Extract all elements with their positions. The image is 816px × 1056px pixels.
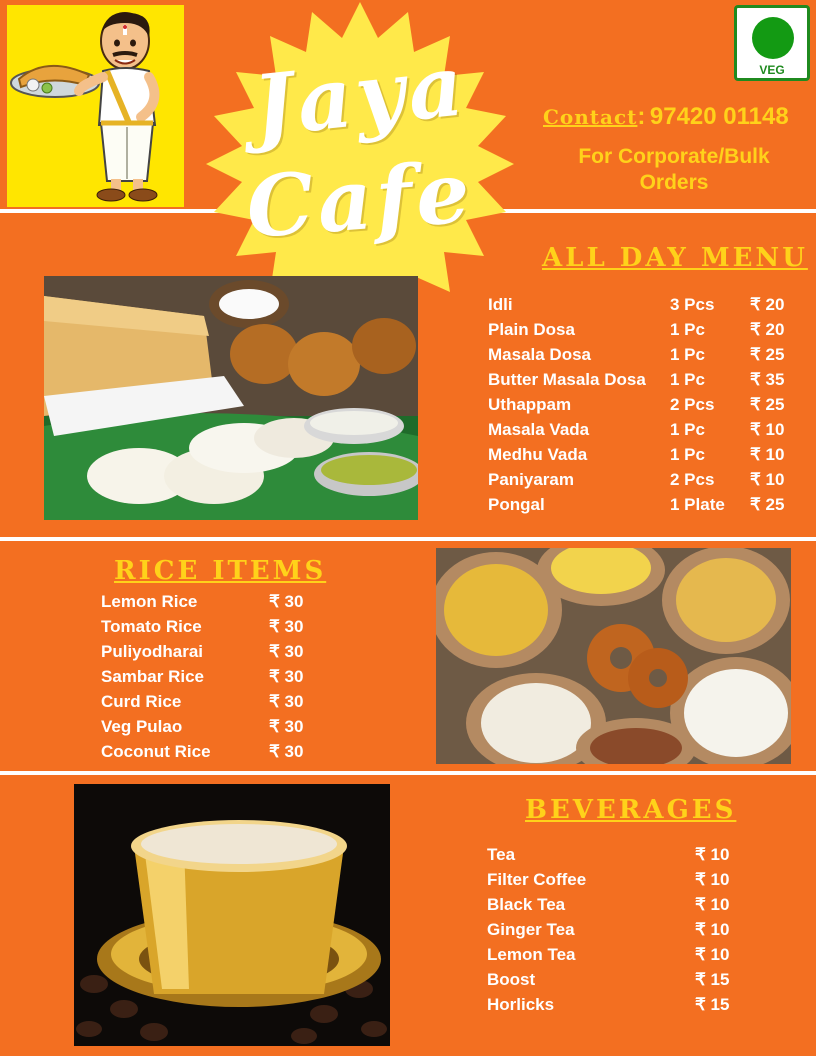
item-name: Tea [487, 845, 516, 864]
item-price: ₹ 10 [695, 945, 730, 964]
item-qty: 1 Pc [670, 345, 705, 364]
list-item [488, 295, 798, 320]
contact-phone[interactable]: 97420 01148 [649, 103, 789, 130]
item-qty: 1 Pc [670, 320, 705, 339]
contact-line [543, 103, 816, 131]
list-item [488, 495, 798, 520]
list-item [488, 445, 798, 470]
list-item [487, 920, 747, 945]
list-item [101, 717, 321, 742]
item-name: Medhu Vada [488, 445, 588, 464]
beverages-heading: BEVERAGES [525, 795, 737, 825]
item-price: ₹ 10 [695, 870, 730, 889]
list-item [101, 742, 321, 767]
item-price: ₹ 30 [269, 592, 304, 611]
veg-dot-icon [752, 17, 794, 59]
item-name: Coconut Rice [101, 742, 211, 761]
item-price: ₹ 25 [750, 395, 785, 414]
item-name: Masala Vada [488, 420, 590, 439]
list-item [101, 592, 321, 617]
veg-badge [734, 5, 810, 81]
item-price: ₹ 35 [750, 370, 785, 389]
rice-varieties-photo [436, 548, 791, 764]
list-item [488, 370, 798, 395]
item-qty: 1 Pc [670, 445, 705, 464]
item-name: Butter Masala Dosa [488, 370, 646, 389]
item-qty: 1 Pc [670, 420, 705, 439]
contact-label: Contact [543, 105, 638, 129]
rice-items-list [101, 592, 321, 767]
item-name: Filter Coffee [487, 870, 587, 889]
item-price: ₹ 30 [269, 642, 304, 661]
brand-title-line1: Jaya [248, 35, 472, 156]
item-price: ₹ 10 [750, 470, 785, 489]
item-name: Idli [488, 295, 513, 314]
item-price: ₹ 30 [269, 717, 304, 736]
item-name: Puliyodharai [101, 642, 204, 661]
item-price: ₹ 10 [750, 445, 785, 464]
contact-separator: : [637, 103, 646, 130]
veg-badge-label: VEG [759, 63, 785, 77]
item-name: Pongal [488, 495, 545, 514]
list-item [488, 345, 798, 370]
item-price: ₹ 30 [269, 692, 304, 711]
rice-items-heading: RICE ITEMS [114, 556, 327, 586]
corporate-orders-note: For Corporate/Bulk Orders [578, 145, 770, 194]
all-day-menu-heading: ALL DAY MENU [542, 243, 808, 273]
item-name: Curd Rice [101, 692, 182, 711]
item-name: Veg Pulao [101, 717, 183, 736]
beverages-list [487, 845, 747, 1020]
south-indian-breakfast-photo [44, 276, 418, 520]
item-name: Black Tea [487, 895, 566, 914]
list-item [101, 642, 321, 667]
item-qty: 1 Pc [670, 370, 705, 389]
item-name: Lemon Rice [101, 592, 198, 611]
list-item [487, 970, 747, 995]
list-item [101, 667, 321, 692]
item-name: Boost [487, 970, 536, 989]
item-price: ₹ 25 [750, 345, 785, 364]
chef-mascot-image [7, 5, 184, 207]
item-name: Plain Dosa [488, 320, 575, 339]
list-item [101, 617, 321, 642]
item-qty: 2 Pcs [670, 395, 715, 414]
list-item [488, 470, 798, 495]
item-price: ₹ 20 [750, 295, 785, 314]
filter-coffee-photo [74, 784, 390, 1046]
all-day-menu-list [488, 295, 798, 520]
list-item [487, 945, 747, 970]
item-price: ₹ 30 [269, 667, 304, 686]
item-price: ₹ 10 [750, 420, 785, 439]
item-price: ₹ 10 [695, 845, 730, 864]
list-item [101, 692, 321, 717]
item-price: ₹ 15 [695, 995, 730, 1014]
list-item [487, 870, 747, 895]
item-price: ₹ 10 [695, 895, 730, 914]
item-name: Sambar Rice [101, 667, 204, 686]
item-name: Masala Dosa [488, 345, 591, 364]
item-qty: 1 Plate [670, 495, 725, 514]
list-item [487, 895, 747, 920]
item-name: Uthappam [488, 395, 572, 414]
item-name: Ginger Tea [487, 920, 575, 939]
section-divider-middle [0, 537, 816, 541]
item-price: ₹ 30 [269, 742, 304, 761]
item-price: ₹ 30 [269, 617, 304, 636]
item-qty: 2 Pcs [670, 470, 715, 489]
item-price: ₹ 15 [695, 970, 730, 989]
list-item [488, 320, 798, 345]
list-item [488, 420, 798, 445]
item-name: Horlicks [487, 995, 555, 1014]
brand-title-line2: Cafe [243, 142, 477, 257]
list-item [487, 845, 747, 870]
item-price: ₹ 20 [750, 320, 785, 339]
item-name: Lemon Tea [487, 945, 576, 964]
item-price: ₹ 10 [695, 920, 730, 939]
item-name: Paniyaram [488, 470, 574, 489]
section-divider-bottom [0, 771, 816, 775]
list-item [487, 995, 747, 1020]
item-price: ₹ 25 [750, 495, 785, 514]
item-qty: 3 Pcs [670, 295, 715, 314]
item-name: Tomato Rice [101, 617, 202, 636]
list-item [488, 395, 798, 420]
